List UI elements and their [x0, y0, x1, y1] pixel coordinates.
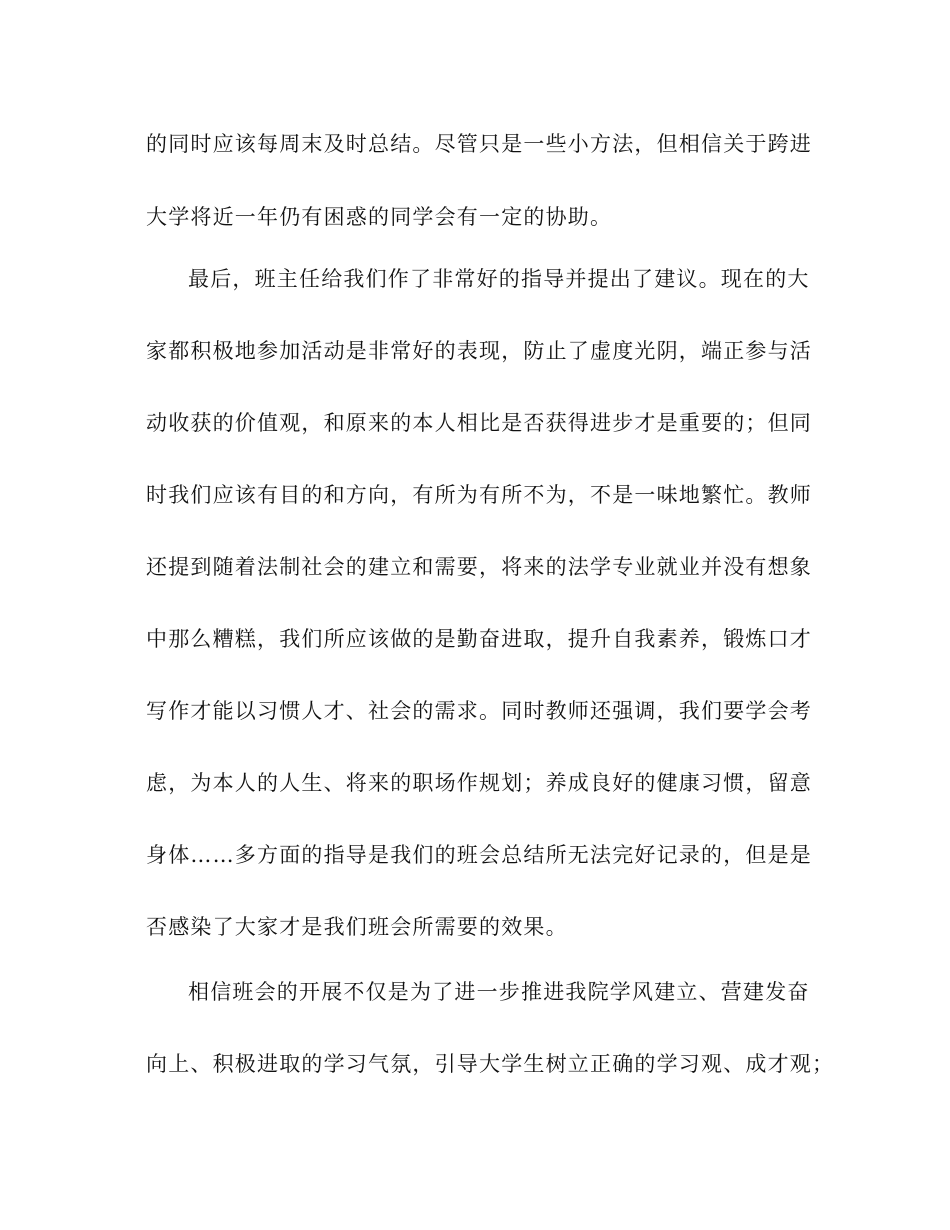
text-line: 虑，为本人的人生、将来的职场作规划；养成良好的健康习惯，留意 — [146, 771, 812, 795]
text-line: 向上、积极进取的学习气氛，引导大学生树立正确的学习观、成才观； — [146, 1052, 835, 1076]
text-line: 的同时应该每周末及时总结。尽管只是一些小方法，但相信关于跨进 — [146, 132, 812, 156]
text-line: 中那么糟糕，我们所应该做的是勤奋进取，提升自我素养，锻炼口才 — [146, 627, 812, 651]
paragraph-start-line: 最后，班主任给我们作了非常好的指导并提出了建议。现在的大 — [188, 267, 810, 291]
text-line: 时我们应该有目的和方向，有所为有所不为，不是一味地繁忙。教师 — [146, 483, 812, 507]
text-line: 家都积极地参加活动是非常好的表现，防止了虚度光阴，端正参与活 — [146, 339, 812, 363]
text-line: 动收获的价值观，和原来的本人相比是否获得进步才是重要的；但同 — [146, 411, 812, 435]
text-line: 否感染了大家才是我们班会所需要的效果。 — [146, 915, 568, 939]
text-line: 写作才能以习惯人才、社会的需求。同时教师还强调，我们要学会考 — [146, 699, 812, 723]
text-line: 身体……多方面的指导是我们的班会总结所无法完好记录的，但是是 — [146, 843, 812, 867]
text-line: 还提到随着法制社会的建立和需要，将来的法学专业就业并没有想象 — [146, 555, 812, 579]
text-line: 大学将近一年仍有困惑的同学会有一定的协助。 — [146, 205, 613, 229]
paragraph-start-line: 相信班会的开展不仅是为了进一步推进我院学风建立、营建发奋 — [188, 980, 810, 1004]
